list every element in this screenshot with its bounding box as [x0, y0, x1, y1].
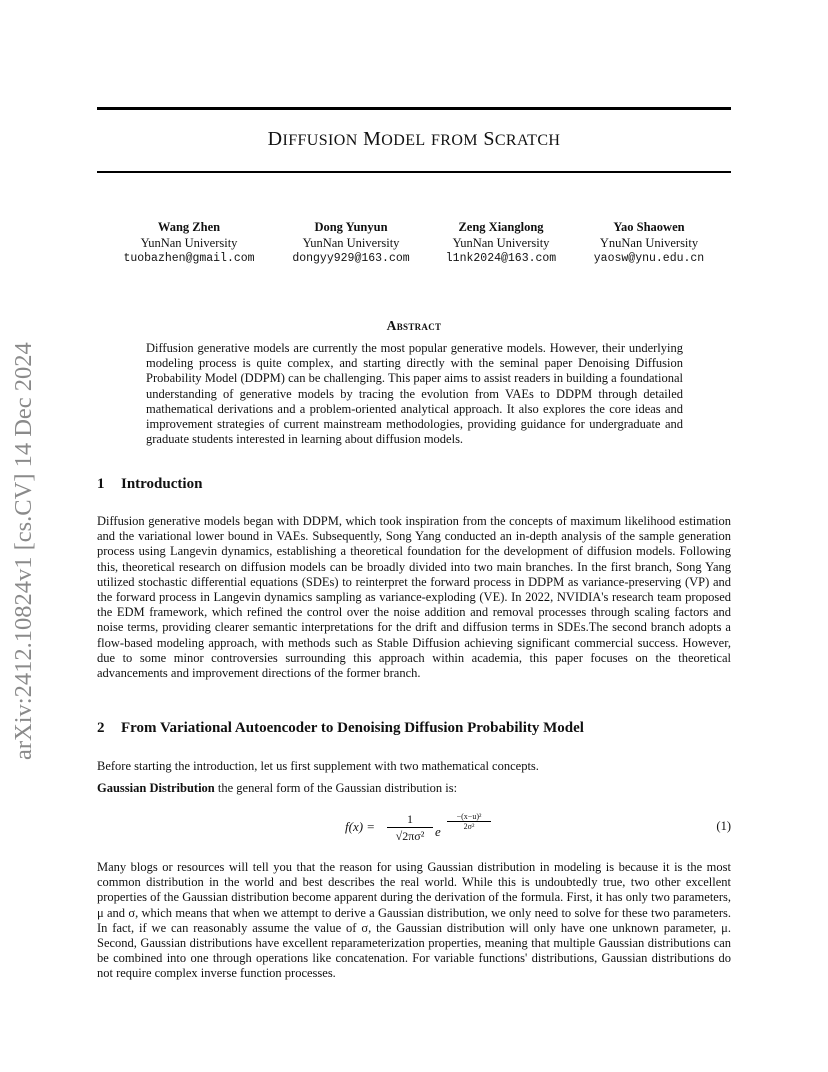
author-email: dongyy929@163.com	[292, 252, 410, 265]
gaussian-label: Gaussian Distribution	[97, 781, 215, 795]
author-entry	[564, 220, 734, 267]
paper-title	[97, 128, 731, 151]
author-affiliation: YnuNan University	[599, 235, 699, 250]
section-number: 1	[97, 476, 105, 492]
author-email: yaosw@ynu.edu.cn	[593, 252, 705, 265]
author-name: Dong Yunyun	[314, 220, 388, 234]
author-entry	[416, 220, 586, 267]
title-cap-letter: D	[267, 128, 283, 150]
abstract-heading: Abstract	[386, 318, 442, 333]
title-word: IFFUSION	[282, 132, 358, 149]
exponent-denominator: 2σ²	[463, 822, 475, 831]
author-entry	[266, 220, 436, 267]
section-heading-vae-to-ddpm	[97, 720, 584, 737]
title-word: FROM	[430, 132, 478, 149]
section2-intro-paragraph: Before starting the introduction, let us first supplement with two mathematical concepts.	[97, 759, 539, 773]
gaussian-properties-paragraph: Many blogs or resources will tell you that the reason for using Gaussian distribution in modeling is because it is the most common distribution in the world and best describes the real world. While this is undoubtedly true, two other excellent properties of the Gaussian distribution become apparent during the derivation of the formula. First, it has only two parameters, μ and σ, which means that when we attempt to derive a Gaussian distribution, we only need to solve for these two parameters. In fact, if we can reasonably assume the value of σ, the Gaussian distribution will only have one unknown parameter, μ. Second, Gaussian distributions have excellent reparameterization properties, meaning that multiple Gaussian distributions can be combined into one through operations like concatenation. For variable functions' distributions, Gaussian distributions do not require complex inverse function processes.	[97, 860, 731, 981]
section-heading-introduction	[97, 476, 202, 493]
introduction-paragraph: Diffusion generative models began with DDPM, which took inspiration from the concepts of maximum likelihood estimation and the variational lower bound in VAEs. Subsequently, Song Yang conducted an in-depth analysis of the sample generation process using Langevin dynamics, establishing a theoretical foundation for the development of diffusion models. Following this, theoretical research on diffusion models can be broadly divided into two main branches. In the first branch, Song Yang utilized stochastic differential equations (SDEs) to reinterpret the forward process in DDPM as variance-preserving (VP) and the forward process in Langevin dynamics sampling as variance-exploding (VE). In 2022, NVIDIA's research team proposed the EDM framework, which refined the control over the noise addition and removal processes through scaling factors and noise terms, providing clearer semantic interpretations for the drift and diffusion terms in SDEs.The second branch adopts a flow-based modeling approach, with methods such as Stable Diffusion achieving significant commercial success. However, due to some minor controversies surrounding this approach within academia, this paper focuses on the theoretical advancements and improvement directions of the former branch.	[97, 514, 731, 681]
arxiv-identifier-stamp: arXiv:2412.10824v1 [cs.CV] 14 Dec 2024	[10, 342, 37, 760]
author-affiliation: YunNan University	[452, 235, 550, 250]
author-name: Zeng Xianglong	[458, 220, 544, 234]
title-top-rule	[97, 107, 731, 110]
author-affiliation: YunNan University	[302, 235, 400, 250]
fraction-bar	[387, 827, 433, 828]
equation-exponential-base: e	[435, 824, 441, 839]
gaussian-equation	[97, 810, 731, 850]
author-email: l1nk2024@163.com	[445, 252, 557, 265]
exponent-numerator: −(x−u)²	[456, 812, 482, 821]
author-name: Wang Zhen	[157, 220, 221, 234]
equation-lhs: f(x) =	[345, 819, 376, 834]
author-block	[97, 220, 731, 272]
title-word: ODEL	[381, 132, 426, 149]
section-number: 2	[97, 720, 105, 736]
author-entry	[104, 220, 274, 267]
author-email: tuobazhen@gmail.com	[123, 252, 255, 265]
title-word: CRATCH	[494, 132, 561, 149]
title-cap-letter: M	[363, 128, 382, 150]
equation-numerator: 1	[407, 812, 413, 826]
equation-exponent	[447, 812, 491, 831]
title-bottom-rule	[97, 171, 731, 173]
author-affiliation: YunNan University	[140, 235, 238, 250]
abstract-text: Diffusion generative models are currently the most popular generative models. However, their underlying modeling process is quite complex, and starting directly with the seminal paper Denoising Diffusion Probability Model (DDPM) can be challenging. This paper aims to assist readers in building a foundational understanding of generative models by tracing the evolution from VAEs to DDPM through detailed mathematical derivations and a problem-oriented analytical approach. It also explores the core ideas and improvement strategies of current mainstream methodologies, providing guidance for undergraduate and graduate students interested in learning about diffusion models.	[146, 341, 683, 447]
gaussian-definition-text: the general form of the Gaussian distribution is:	[214, 781, 458, 795]
gaussian-definition-paragraph	[97, 781, 731, 796]
section-title: Introduction	[121, 476, 203, 492]
equation-denominator: √2πσ²	[395, 829, 425, 843]
author-name: Yao Shaowen	[613, 220, 685, 234]
section-title: From Variational Autoencoder to Denoising Diffusion Probability Model	[121, 720, 584, 736]
title-cap-letter: S	[483, 128, 495, 150]
equation-fraction	[387, 812, 433, 843]
equation-number: (1)	[716, 819, 731, 833]
